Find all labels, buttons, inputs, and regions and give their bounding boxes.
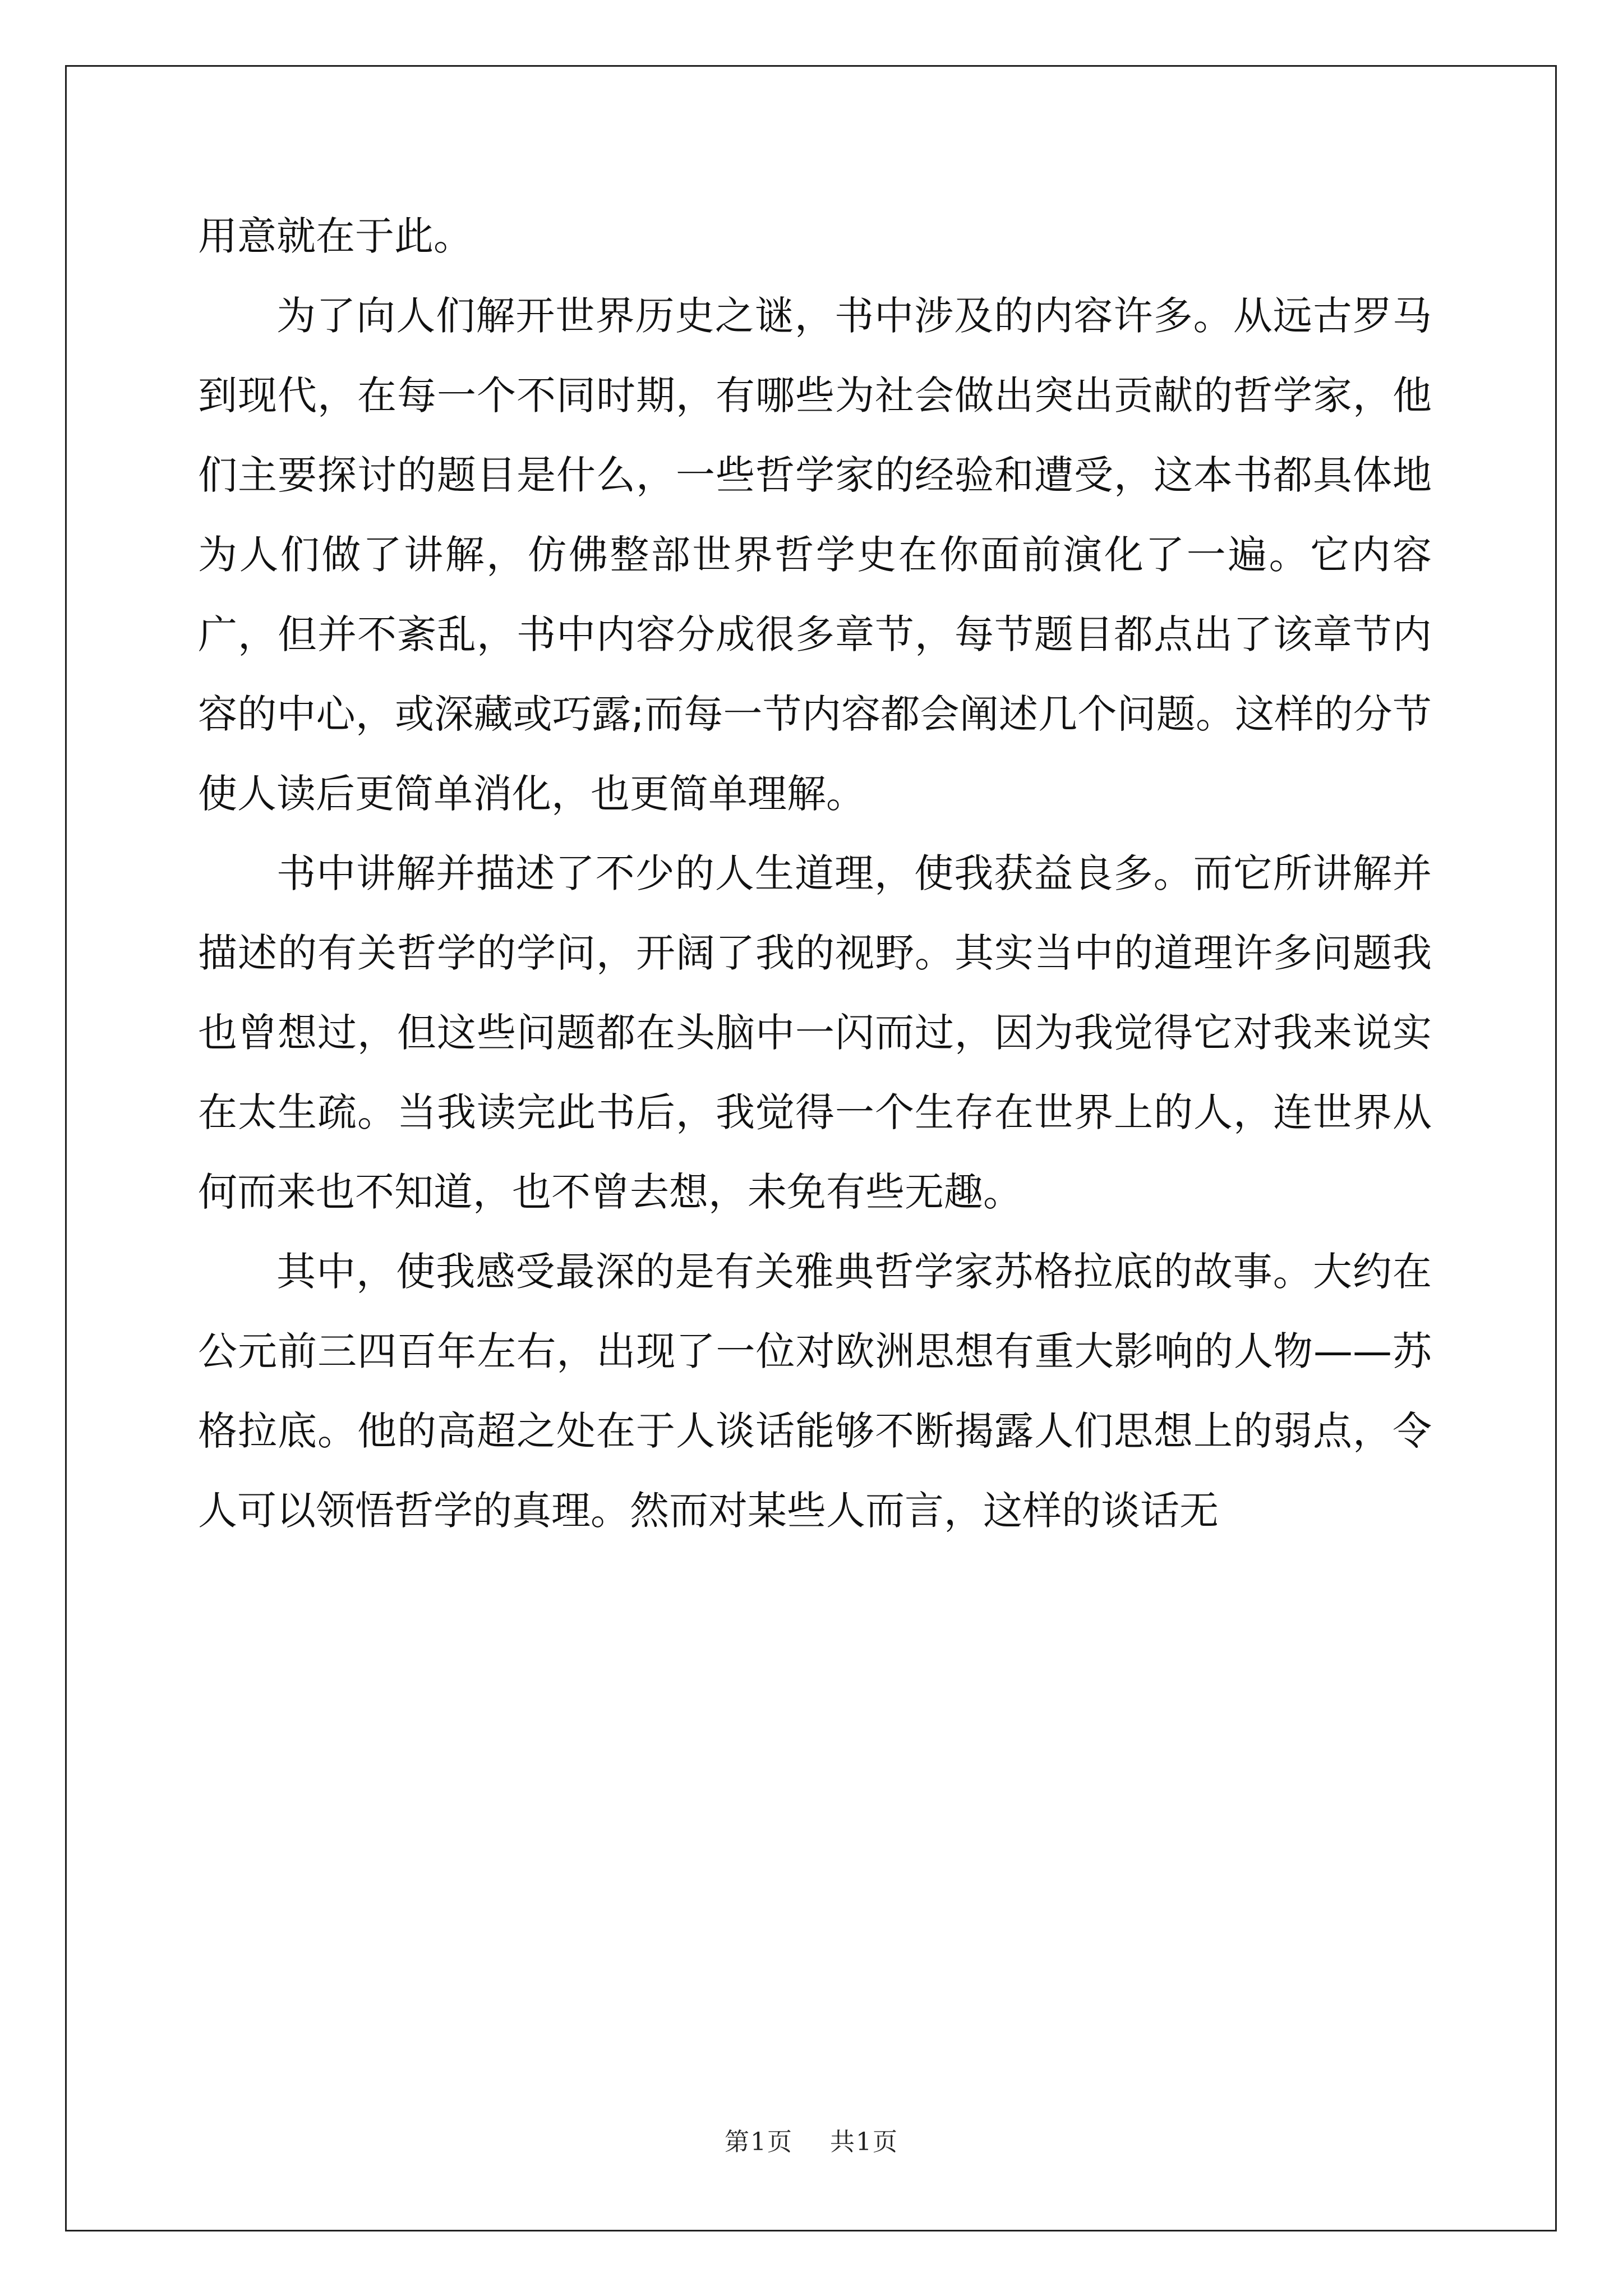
page-number: 第1页 — [725, 2128, 793, 2156]
page-total: 共1页 — [830, 2128, 898, 2156]
paragraph-2: 为了向人们解开世界历史之谜，书中涉及的内容许多。从远古罗马到现代，在每一个不同时期，有哪些为社会做出突出贡献的哲学家，他们主要探讨的题目是什么，一些哲学家的经验和遭受，这本书都具体地为人们做了讲解，仿佛整部世界哲学史在你面前演化了一遍。它内容广，但并不紊乱，书中内容分成很多章节，每节题目都点出了该章节内容的中心，或深藏或巧露;而每一节内容都会阐述几个问题。这样的分节使人读后更简单消化，也更简单理解。 — [198, 293, 1432, 817]
document-body — [198, 196, 1432, 1550]
paragraph-4: 其中，使我感受最深的是有关雅典哲学家苏格拉底的故事。大约在公元前三四百年左右，出现了一位对欧洲思想有重大影响的人物——苏格拉底。他的高超之处在于人谈话能够不断揭露人们思想上的弱点，令人可以领悟哲学的真理。然而对某些人而言，这样的谈话无 — [198, 1249, 1432, 1534]
paragraph-1: 用意就在于此。 — [198, 213, 473, 259]
paragraph-3: 书中讲解并描述了不少的人生道理，使我获益良多。而它所讲解并描述的有关哲学的学问，开阔了我的视野。其实当中的道理许多问题我也曾想过，但这些问题都在头脑中一闪而过，因为我觉得它对我来说实在太生疏。当我读完此书后，我觉得一个生存在世界上的人，连世界从何而来也不知道，也不曾去想，未免有些无趣。 — [198, 850, 1432, 1215]
page-footer — [0, 2122, 1623, 2157]
